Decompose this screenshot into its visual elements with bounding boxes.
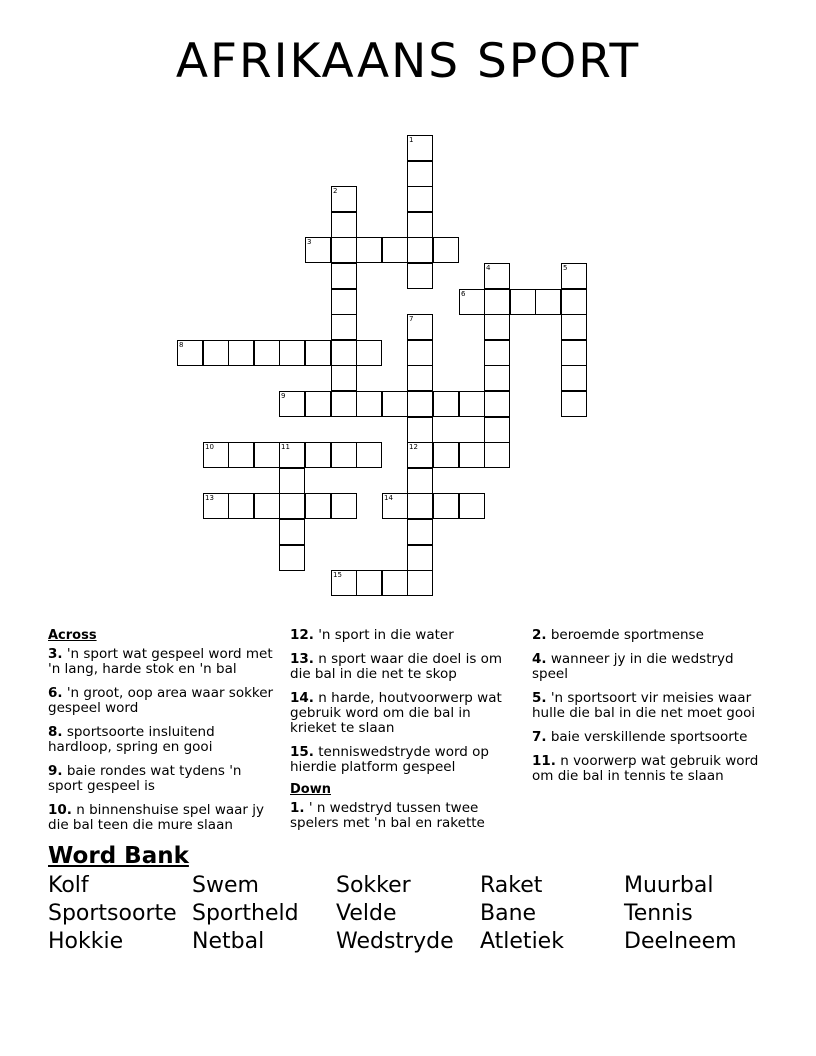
crossword-cell[interactable] xyxy=(305,340,331,366)
clue-item: 14. n harde, houtvoorwerp wat gebruik word om die bal in krieket te slaan xyxy=(290,690,502,736)
crossword-cell[interactable] xyxy=(407,340,433,366)
crossword-cell[interactable] xyxy=(484,314,510,340)
clue-number: 11 xyxy=(281,443,290,451)
clue-number: 5 xyxy=(563,264,568,272)
crossword-cell[interactable] xyxy=(433,391,459,417)
clue-item: 8. sportsoorte insluitend hardloop, spring en gooi xyxy=(48,724,215,755)
word-bank-word: Sportheld xyxy=(192,901,299,926)
clues-column-3 xyxy=(532,628,772,793)
clue-number: 1 xyxy=(409,136,414,144)
crossword-cell[interactable] xyxy=(331,212,357,238)
page-title: AFRIKAANS SPORT xyxy=(175,34,641,89)
word-bank-word: Atletiek xyxy=(480,929,564,954)
crossword-cell[interactable] xyxy=(177,340,203,366)
crossword-cell[interactable] xyxy=(459,442,485,468)
word-bank-word: Raket xyxy=(480,873,543,898)
crossword-cell[interactable] xyxy=(279,340,305,366)
word-bank-word: Wedstryde xyxy=(336,929,454,954)
crossword-cell[interactable] xyxy=(561,314,587,340)
crossword-cell[interactable] xyxy=(407,161,433,187)
crossword-cell[interactable] xyxy=(331,289,357,315)
crossword-cell[interactable] xyxy=(484,289,510,315)
crossword-cell[interactable] xyxy=(356,442,382,468)
clue-item: 3. 'n sport wat gespeel word met 'n lang, harde stok en 'n bal xyxy=(48,646,273,677)
crossword-cell[interactable] xyxy=(459,289,485,315)
clue-number: 9 xyxy=(281,392,286,400)
crossword-cell[interactable] xyxy=(407,365,433,391)
crossword-cell[interactable] xyxy=(382,391,408,417)
crossword-cell[interactable] xyxy=(484,417,510,443)
crossword-cell[interactable] xyxy=(484,340,510,366)
crossword-cell[interactable] xyxy=(382,493,408,519)
crossword-cell[interactable] xyxy=(382,237,408,263)
crossword-cell[interactable] xyxy=(331,186,357,212)
word-bank-word: Tennis xyxy=(624,901,693,926)
crossword-cell[interactable] xyxy=(407,212,433,238)
clue-item: 12. 'n sport in die water xyxy=(290,627,454,643)
crossword-cell[interactable] xyxy=(407,263,433,289)
clue-item: 2. beroemde sportmense xyxy=(532,627,704,643)
crossword-cell[interactable] xyxy=(203,442,229,468)
crossword-cell[interactable] xyxy=(331,340,357,366)
word-bank-word: Swem xyxy=(192,873,259,898)
clues-column-2 xyxy=(290,628,516,840)
crossword-cell[interactable] xyxy=(279,493,305,519)
crossword-cell[interactable] xyxy=(254,493,280,519)
crossword-cell[interactable] xyxy=(305,237,331,263)
crossword-cell[interactable] xyxy=(407,545,433,571)
word-bank-word: Deelneem xyxy=(624,929,737,954)
clue-number: 7 xyxy=(409,315,414,323)
crossword-cell[interactable] xyxy=(433,237,459,263)
crossword-cell[interactable] xyxy=(331,570,357,596)
crossword-cell[interactable] xyxy=(561,340,587,366)
clue-number: 2 xyxy=(333,187,338,195)
clue-number: 15 xyxy=(333,571,342,579)
crossword-cell[interactable] xyxy=(561,391,587,417)
clue-item: 5. 'n sportsoort vir meisies waar hulle die bal in die net moet gooi xyxy=(532,690,756,721)
crossword-cell[interactable] xyxy=(459,493,485,519)
crossword-cell[interactable] xyxy=(407,391,433,417)
clue-item: 13. n sport waar die doel is om die bal in die net te skop xyxy=(290,651,503,682)
crossword-cell[interactable] xyxy=(279,519,305,545)
word-bank-word: Kolf xyxy=(48,873,89,898)
crossword-cell[interactable] xyxy=(459,391,485,417)
word-bank-word: Bane xyxy=(480,901,537,926)
crossword-cell[interactable] xyxy=(561,289,587,315)
crossword-cell[interactable] xyxy=(279,442,305,468)
clue-item: 7. baie verskillende sportsoorte xyxy=(532,729,748,745)
clue-item: 9. baie rondes wat tydens 'n sport gespeel is xyxy=(48,763,242,794)
crossword-cell[interactable] xyxy=(331,391,357,417)
crossword-cell[interactable] xyxy=(407,135,433,161)
crossword-cell[interactable] xyxy=(407,468,433,494)
crossword-cell[interactable] xyxy=(407,314,433,340)
crossword-cell[interactable] xyxy=(331,365,357,391)
crossword-cell[interactable] xyxy=(356,570,382,596)
crossword-cell[interactable] xyxy=(254,442,280,468)
crossword-cell[interactable] xyxy=(484,442,510,468)
clue-number: 3 xyxy=(307,238,312,246)
crossword-cell[interactable] xyxy=(305,493,331,519)
word-bank-title: Word Bank xyxy=(48,843,189,869)
word-bank-column xyxy=(480,872,564,956)
crossword-cell[interactable] xyxy=(535,289,561,315)
crossword-cell[interactable] xyxy=(382,570,408,596)
crossword-cell[interactable] xyxy=(433,493,459,519)
crossword-cell[interactable] xyxy=(254,340,280,366)
crossword-cell[interactable] xyxy=(510,289,536,315)
down-heading: Down xyxy=(290,782,331,797)
crossword-cell[interactable] xyxy=(561,263,587,289)
word-bank-column xyxy=(624,872,737,956)
crossword-cell[interactable] xyxy=(203,340,229,366)
crossword-cell[interactable] xyxy=(407,237,433,263)
crossword-cell[interactable] xyxy=(331,263,357,289)
crossword-cell[interactable] xyxy=(407,186,433,212)
crossword-cell[interactable] xyxy=(228,493,254,519)
clue-item: 10. n binnenshuise spel waar jy die bal teen die mure slaan xyxy=(48,802,265,833)
crossword-cell[interactable] xyxy=(407,417,433,443)
clue-number: 10 xyxy=(205,443,214,451)
crossword-cell[interactable] xyxy=(356,391,382,417)
clue-number: 4 xyxy=(486,264,491,272)
crossword-cell[interactable] xyxy=(279,391,305,417)
crossword-cell[interactable] xyxy=(228,340,254,366)
crossword-cell[interactable] xyxy=(279,468,305,494)
clues-column-1 xyxy=(48,628,280,842)
crossword-cell[interactable] xyxy=(331,314,357,340)
crossword-cell[interactable] xyxy=(484,391,510,417)
clue-number: 13 xyxy=(205,494,214,502)
crossword-cell[interactable] xyxy=(331,493,357,519)
word-bank-word: Hokkie xyxy=(48,929,124,954)
word-bank-column xyxy=(48,872,177,956)
clue-item: 4. wanneer jy in die wedstryd speel xyxy=(532,651,734,682)
across-heading: Across xyxy=(48,628,97,643)
clue-item: 6. 'n groot, oop area waar sokker gespeel word xyxy=(48,685,274,716)
crossword-cell[interactable] xyxy=(305,442,331,468)
crossword-cell[interactable] xyxy=(331,442,357,468)
word-bank-word: Velde xyxy=(336,901,397,926)
clue-number: 12 xyxy=(409,443,418,451)
crossword-cell[interactable] xyxy=(356,340,382,366)
crossword-cell[interactable] xyxy=(407,570,433,596)
word-bank-word: Sportsoorte xyxy=(48,901,177,926)
crossword-cell[interactable] xyxy=(407,519,433,545)
crossword-cell[interactable] xyxy=(305,391,331,417)
crossword-cell[interactable] xyxy=(228,442,254,468)
crossword-cell[interactable] xyxy=(279,545,305,571)
word-bank-column xyxy=(192,872,299,956)
crossword-cell[interactable] xyxy=(407,442,433,468)
clue-number: 6 xyxy=(461,290,466,298)
crossword-cell[interactable] xyxy=(433,442,459,468)
crossword-cell[interactable] xyxy=(561,365,587,391)
crossword-cell[interactable] xyxy=(407,493,433,519)
clue-item: 11. n voorwerp wat gebruik word om die bal in tennis te slaan xyxy=(532,753,759,784)
crossword-cell[interactable] xyxy=(203,493,229,519)
clue-item: 15. tenniswedstryde word op hierdie platform gespeel xyxy=(290,744,489,775)
crossword-cell[interactable] xyxy=(356,237,382,263)
crossword-cell[interactable] xyxy=(484,365,510,391)
crossword-cell[interactable] xyxy=(331,237,357,263)
crossword-cell[interactable] xyxy=(484,263,510,289)
word-bank-word: Netbal xyxy=(192,929,265,954)
word-bank-column xyxy=(336,872,454,956)
clue-number: 14 xyxy=(384,494,393,502)
word-bank-word: Muurbal xyxy=(624,873,714,898)
word-bank-word: Sokker xyxy=(336,873,411,898)
clue-item: 1. ' n wedstryd tussen twee spelers met 'n bal en rakette xyxy=(290,800,485,831)
clue-number: 8 xyxy=(179,341,184,349)
